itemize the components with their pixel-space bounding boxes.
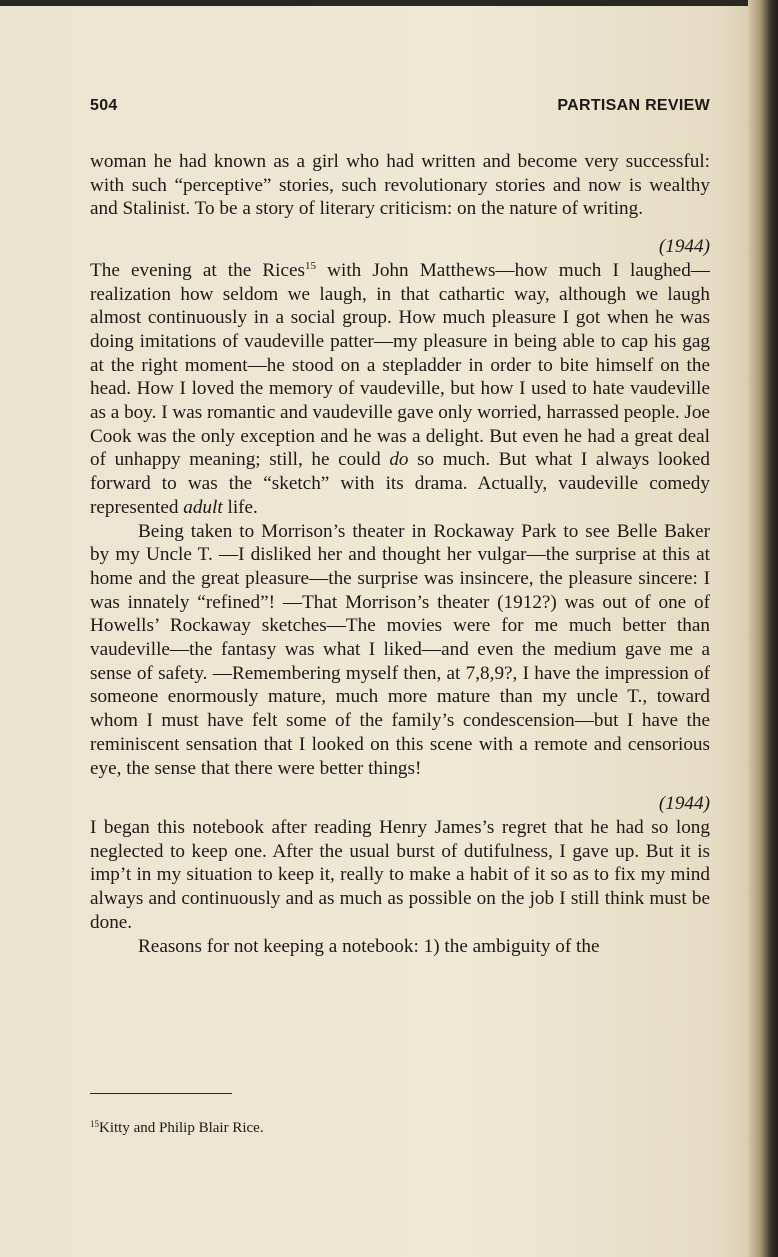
text-run: The evening at the Rices bbox=[90, 259, 305, 281]
journal-title: PARTISAN REVIEW bbox=[557, 97, 710, 114]
text-run: so much. But what I always looked forward to was the “sketch” with its drama. Actually, vaudeville comedy represented bbox=[90, 449, 710, 518]
page-number: 504 bbox=[90, 97, 118, 114]
text-run: with John Matthews—how much I laughed—realization how seldom we laugh, in that cathartic way, although we laugh almost continuously in a social group. How much pleasure I got when he was doing imitations of vaudeville patter—my pleasure in being able to cap his gag at the right moment—he stood on a stepladder in order to bite himself on the head. How I loved the memory of vaudeville, but how I used to hate vaudeville as a boy. I was romantic and vaudeville gave only worried, harrassed people. Joe Cook was the only exception and he was a delight. But even he had a great deal of unhappy meaning; still, he could bbox=[90, 259, 711, 471]
emphasis: do bbox=[389, 449, 409, 471]
emphasis: adult bbox=[183, 496, 223, 518]
entry-date: (1944) bbox=[658, 793, 710, 815]
paragraph-rices-evening bbox=[90, 259, 710, 520]
paragraph-continued: woman he had known as a girl who had written and become very successful: with such “perceptive” stories, such revolutionary stories and now is wealthy and Stalinist. To be a story of literary criticism: on the nature of writing. bbox=[90, 151, 710, 220]
footnote bbox=[90, 1119, 710, 1137]
footnote-text: Kitty and Philip Blair Rice. bbox=[99, 1120, 264, 1136]
book-spine-shadow bbox=[748, 0, 778, 1257]
footnote-reference: 15 bbox=[305, 259, 316, 272]
main-text bbox=[90, 150, 710, 958]
scan-top-edge bbox=[0, 0, 778, 6]
text-run: life. bbox=[222, 496, 258, 518]
footnote-rule bbox=[90, 1093, 232, 1094]
footnote-marker: 15 bbox=[90, 1119, 99, 1129]
paragraph-morrisons-theater: Being taken to Morrison’s theater in Rockaway Park to see Belle Baker by my Uncle T. —I disliked her and thought her vulgar—the surprise at this at home and the great pleasure—the surprise was insincere, the pleasure sincere: I was innately “refined”! —That Morrison’s theater (1912?) was out of one of Howells’ Rockaway sketches—The movies were for me much better than vaudeville—the fantasy was what I liked—and even the medium gave me a sense of safety. —Remembering myself then, at 7,8,9?, I have the impression of someone enormously mature, much more mature than my uncle T., toward whom I must have felt some of the family’s condescension—but I have the reminiscent sensation that I looked on this scene with a remote and censorious eye, the sense that there were better things! bbox=[90, 520, 710, 779]
paragraph-notebook: I began this notebook after reading Henry James’s regret that he had so long neglected to keep one. After the usual burst of dutifulness, I gave up. But it is imp’t in my situation to keep it, really to make a habit of it so as to fix my mind always and continuously and as much as possible on the job I still think must be done. bbox=[90, 816, 710, 933]
running-head bbox=[90, 97, 710, 119]
paragraph-reasons: Reasons for not keeping a notebook: 1) the ambiguity of the bbox=[138, 935, 600, 957]
entry-date: (1944) bbox=[658, 236, 710, 258]
